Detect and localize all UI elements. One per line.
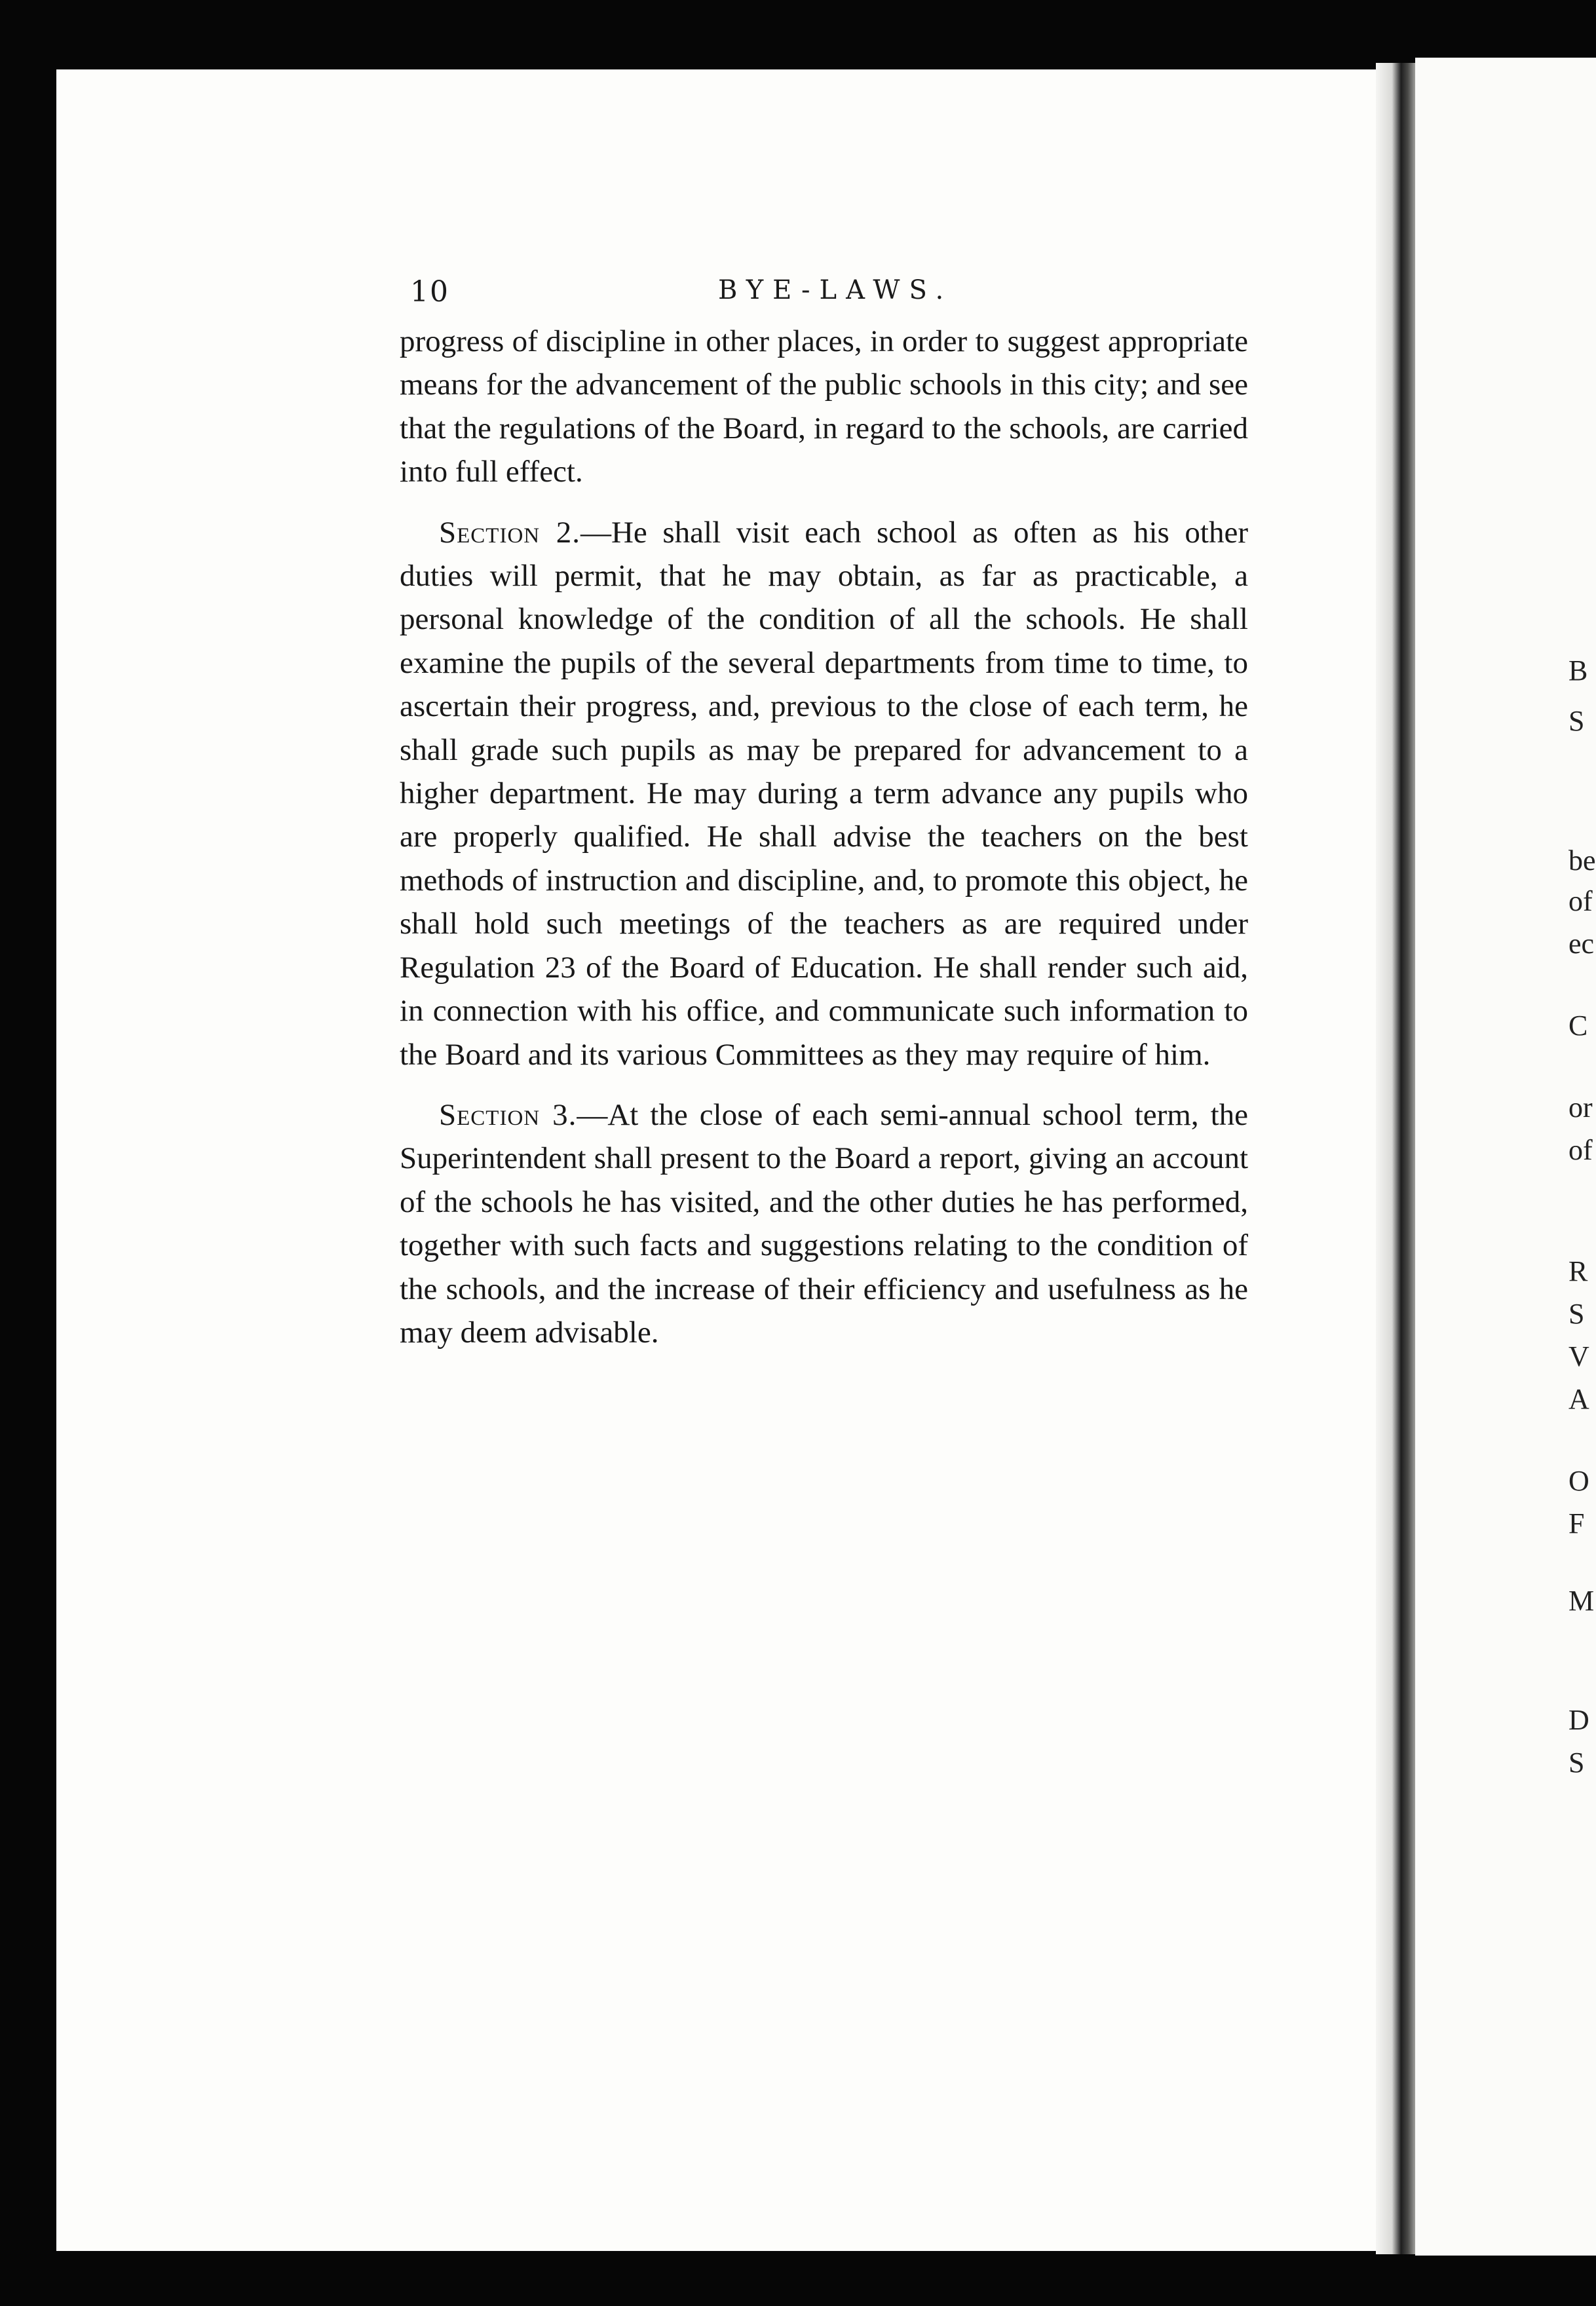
facing-fragment: ec <box>1568 928 1595 960</box>
section-3 <box>400 1093 1248 1354</box>
facing-fragment: M <box>1568 1585 1595 1617</box>
facing-fragment: of <box>1568 1134 1593 1166</box>
facing-fragment: of <box>1568 885 1593 917</box>
facing-fragment: D <box>1568 1704 1589 1736</box>
body-text <box>400 320 1248 1371</box>
section-3-text: —At the close of each semi-annual school term, the Superintendent shall present to the Board a report, giving an account of the schools he has visited, and the other duties he has performed, together with such facts and suggestions relating to the condition of the schools, and the increase of their efficiency and usefulness as he may deem advisable. <box>400 1097 1248 1350</box>
facing-fragment: S <box>1568 1747 1585 1779</box>
page-number: 10 <box>410 275 449 309</box>
section-2-label: Section 2. <box>439 515 580 550</box>
facing-fragment: or <box>1568 1091 1593 1124</box>
facing-fragment: be <box>1568 844 1596 877</box>
section-2-text: —He shall visit each school as often as his other duties will permit, that he may obtain, as far as practicable, a personal knowledge of the condition of all the schools. He shall examine the pupils of the several departments from time to time, to ascertain their progress, and, previous to the close of each term, he shall grade such pupils as may be prepared for advancement to a higher department. He may during a term advance any pupils who are properly qualified. He shall advise the teachers on the best methods of instruction and discipline, and, to promote this object, he shall hold such meetings of the teachers as are required under Regulation 23 of the Board of Education. He shall render such aid, in connection with his office, and communicate such information to the Board and its various Committees as they may require of him. <box>400 515 1248 1072</box>
section-3-label: Section 3. <box>439 1097 577 1132</box>
facing-fragment: S <box>1568 1298 1585 1330</box>
facing-fragment: F <box>1568 1507 1585 1540</box>
page-header: BYE-LAWS. <box>718 275 953 305</box>
facing-fragment: R <box>1568 1255 1588 1287</box>
facing-fragment: C <box>1568 1010 1588 1042</box>
facing-fragment: A <box>1568 1383 1589 1415</box>
facing-fragment: B <box>1568 654 1588 687</box>
section-2 <box>400 511 1248 1076</box>
facing-fragment: O <box>1568 1465 1589 1497</box>
facing-fragment: V <box>1568 1340 1589 1372</box>
paragraph-continued: progress of discipline in other places, in order to suggest appropriate means for the advancement of the public schools in this city; and see that the regulations of the Board, in regard to the schools, are carried into full effect. <box>400 324 1248 489</box>
facing-fragment: S <box>1568 705 1585 737</box>
